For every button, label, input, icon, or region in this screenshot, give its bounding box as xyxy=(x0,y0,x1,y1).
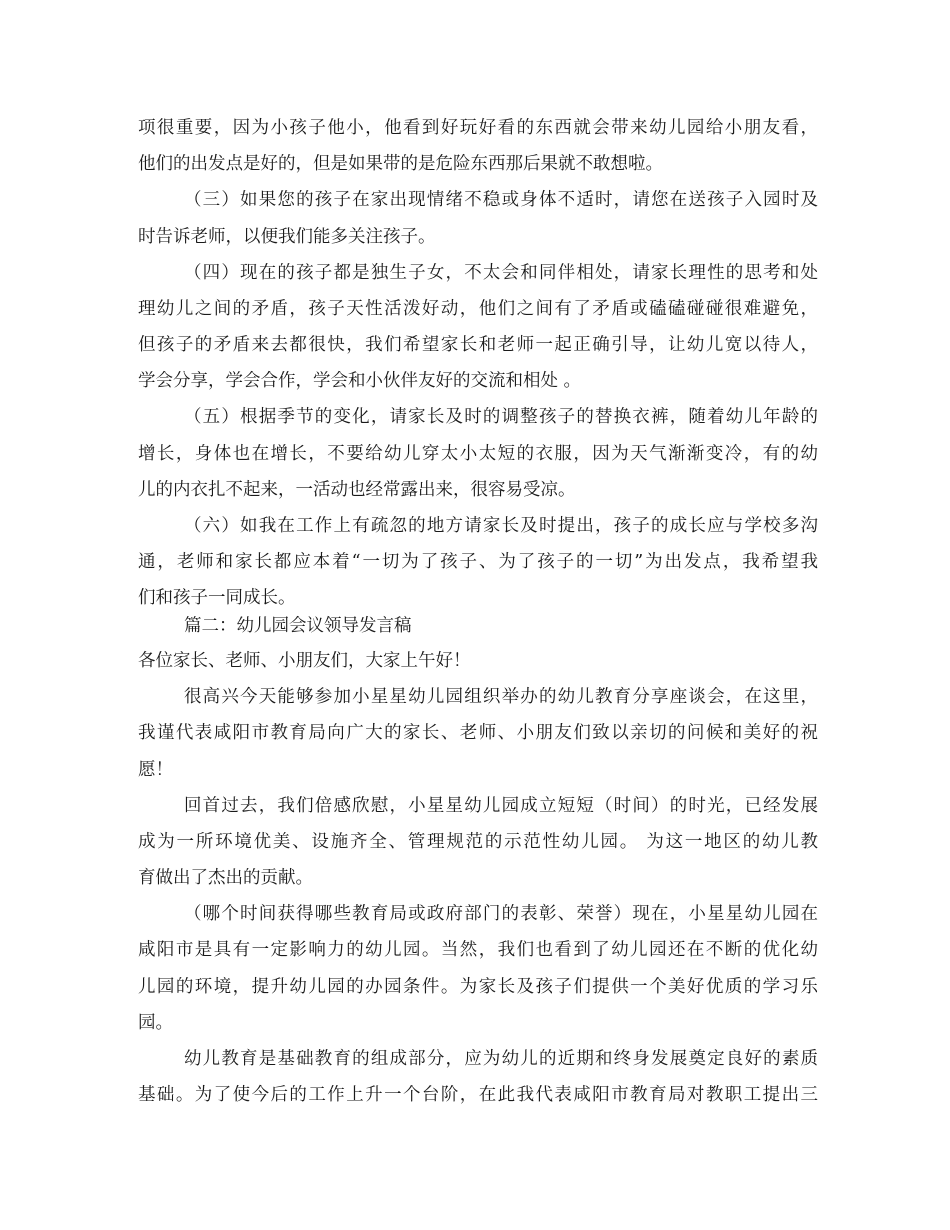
text-line: 理幼儿之间的矛盾，孩子天性活泼好动，他们之间有了矛盾或磕磕碰碰很难避免， xyxy=(138,299,818,319)
text-line: 我谨代表咸阳市教育局向广大的家长、老师、小朋友们致以亲切的问候和美好的祝 xyxy=(138,723,818,743)
section-heading: 篇二：幼儿园会议领导发言稿 xyxy=(184,616,412,636)
text-line: 儿园的环境，提升幼儿园的办园条件。为家长及孩子们提供一个美好优质的学习乐 xyxy=(138,977,818,997)
text-line: 回首过去，我们倍感欣慰，小星星幼儿园成立短短（时间）的时光，已经发展 xyxy=(184,796,818,816)
text-line: （五）根据季节的变化，请家长及时的调整孩子的替换衣裤，随着幼儿年龄的 xyxy=(184,407,818,427)
text-line: 园。 xyxy=(138,1013,173,1033)
text-line: 幼儿教育是基础教育的组成部分，应为幼儿的近期和终身发展奠定良好的素质 xyxy=(184,1049,818,1069)
text-line: 愿！ xyxy=(138,760,173,780)
text-line: 学会分享，学会合作，学会和小伙伴友好的交流和相处 。 xyxy=(138,371,582,391)
text-line: 但孩子的矛盾来去都很快，我们希望家长和老师一起正确引导，让幼儿宽以待人， xyxy=(138,335,818,355)
text-line: （四）现在的孩子都是独生子女，不太会和同伴相处，请家长理性的思考和处 xyxy=(184,263,818,283)
text-line: （哪个时间获得哪些教育局或政府部门的表彰、荣誉）现在，小星星幼儿园在 xyxy=(184,904,818,924)
text-line: 们和孩子一同成长。 xyxy=(138,588,296,608)
text-line: 育做出了杰出的贡献。 xyxy=(138,868,313,888)
text-line: 项很重要，因为小孩子他小，他看到好玩好看的东西就会带来幼儿园给小朋友看， xyxy=(138,118,818,138)
greeting-line: 各位家长、老师、小朋友们，大家上午好！ xyxy=(138,651,471,671)
text-line: 他们的出发点是好的，但是如果带的是危险东西那后果就不敢想啦。 xyxy=(138,154,663,174)
text-line: 时告诉老师，以便我们能多关注孩子。 xyxy=(138,227,436,247)
text-line: 基础。为了使今后的工作上升一个台阶，在此我代表咸阳市教育局对教职工提出三 xyxy=(138,1085,818,1105)
text-line: 咸阳市是具有一定影响力的幼儿园。当然，我们也看到了幼儿园还在不断的优化幼 xyxy=(138,940,818,960)
text-line: （三）如果您的孩子在家出现情绪不稳或身体不适时，请您在送孩子入园时及 xyxy=(184,190,818,210)
text-line: 增长，身体也在增长，不要给幼儿穿太小太短的衣服，因为天气渐渐变冷，有的幼 xyxy=(138,444,818,464)
text-line: 成为一所环境优美、设施齐全、管理规范的示范性幼儿园。 为这一地区的幼儿教 xyxy=(138,832,818,852)
text-line: 通，老师和家长都应本着“一切为了孩子、为了孩子的一切”为出发点，我希望我 xyxy=(138,552,818,572)
text-line: （六）如我在工作上有疏忽的地方请家长及时提出，孩子的成长应与学校多沟 xyxy=(184,516,818,536)
text-line: 很高兴今天能够参加小星星幼儿园组织举办的幼儿教育分享座谈会，在这里， xyxy=(184,687,818,707)
text-line: 儿的内衣扎不起来，一活动也经常露出来，很容易受凉。 xyxy=(138,480,576,500)
